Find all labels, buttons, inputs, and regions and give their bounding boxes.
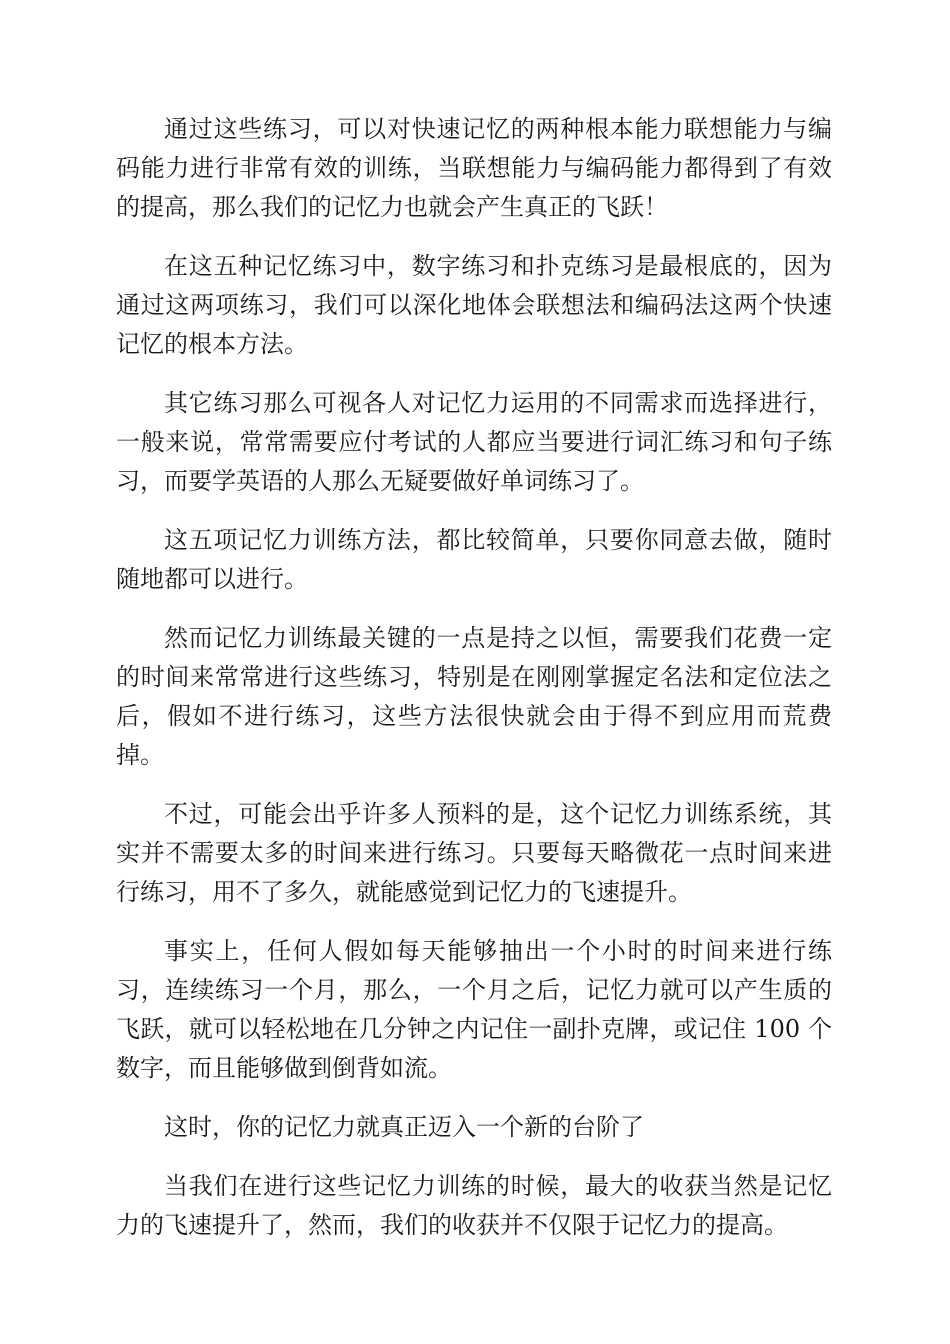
paragraph: 当我们在进行这些记忆力训练的时候，最大的收获当然是记忆力的飞速提升了，然而，我们的收获并不仅限于记忆力的提高。 [116, 1172, 832, 1239]
paragraph: 其它练习那么可视各人对记忆力运用的不同需求而选择进行，一般来说，常常需要应付考试的人都应当要进行词汇练习和句子练习，而要学英语的人那么无疑要做好单词练习了。 [116, 389, 832, 495]
paragraph: 这时，你的记忆力就真正迈入一个新的台阶了 [164, 1113, 644, 1141]
paragraph: 在这五种记忆练习中，数字练习和扑克练习是最根底的，因为通过这两项练习，我们可以深化地体会联想法和编码法这两个快速记忆的根本方法。 [116, 252, 832, 358]
paragraph: 这五项记忆力训练方法，都比较简单，只要你同意去做，随时随地都可以进行。 [116, 526, 832, 593]
paragraph: 事实上，任何人假如每天能够抽出一个小时的时间来进行练习，连续练习一个月，那么，一个月之后，记忆力就可以产生质的飞跃，就可以轻松地在几分钟之内记住一副扑克牌，或记住 100 个数字，而且能够做到倒背如流。 [116, 937, 832, 1082]
paragraph: 不过，可能会出乎许多人预料的是，这个记忆力训练系统，其实并不需要太多的时间来进行练习。只要每天略微花一点时间来进行练习，用不了多久，就能感觉到记忆力的飞速提升。 [116, 800, 832, 906]
paragraph: 通过这些练习，可以对快速记忆的两种根本能力联想能力与编码能力进行非常有效的训练，当联想能力与编码能力都得到了有效的提高，那么我们的记忆力也就会产生真正的飞跃！ [116, 115, 832, 221]
paragraph: 然而记忆力训练最关键的一点是持之以恒，需要我们花费一定的时间来常常进行这些练习，特别是在刚刚掌握定名法和定位法之后，假如不进行练习，这些方法很快就会由于得不到应用而荒费掉。 [116, 624, 832, 769]
document-body [116, 110, 832, 1265]
